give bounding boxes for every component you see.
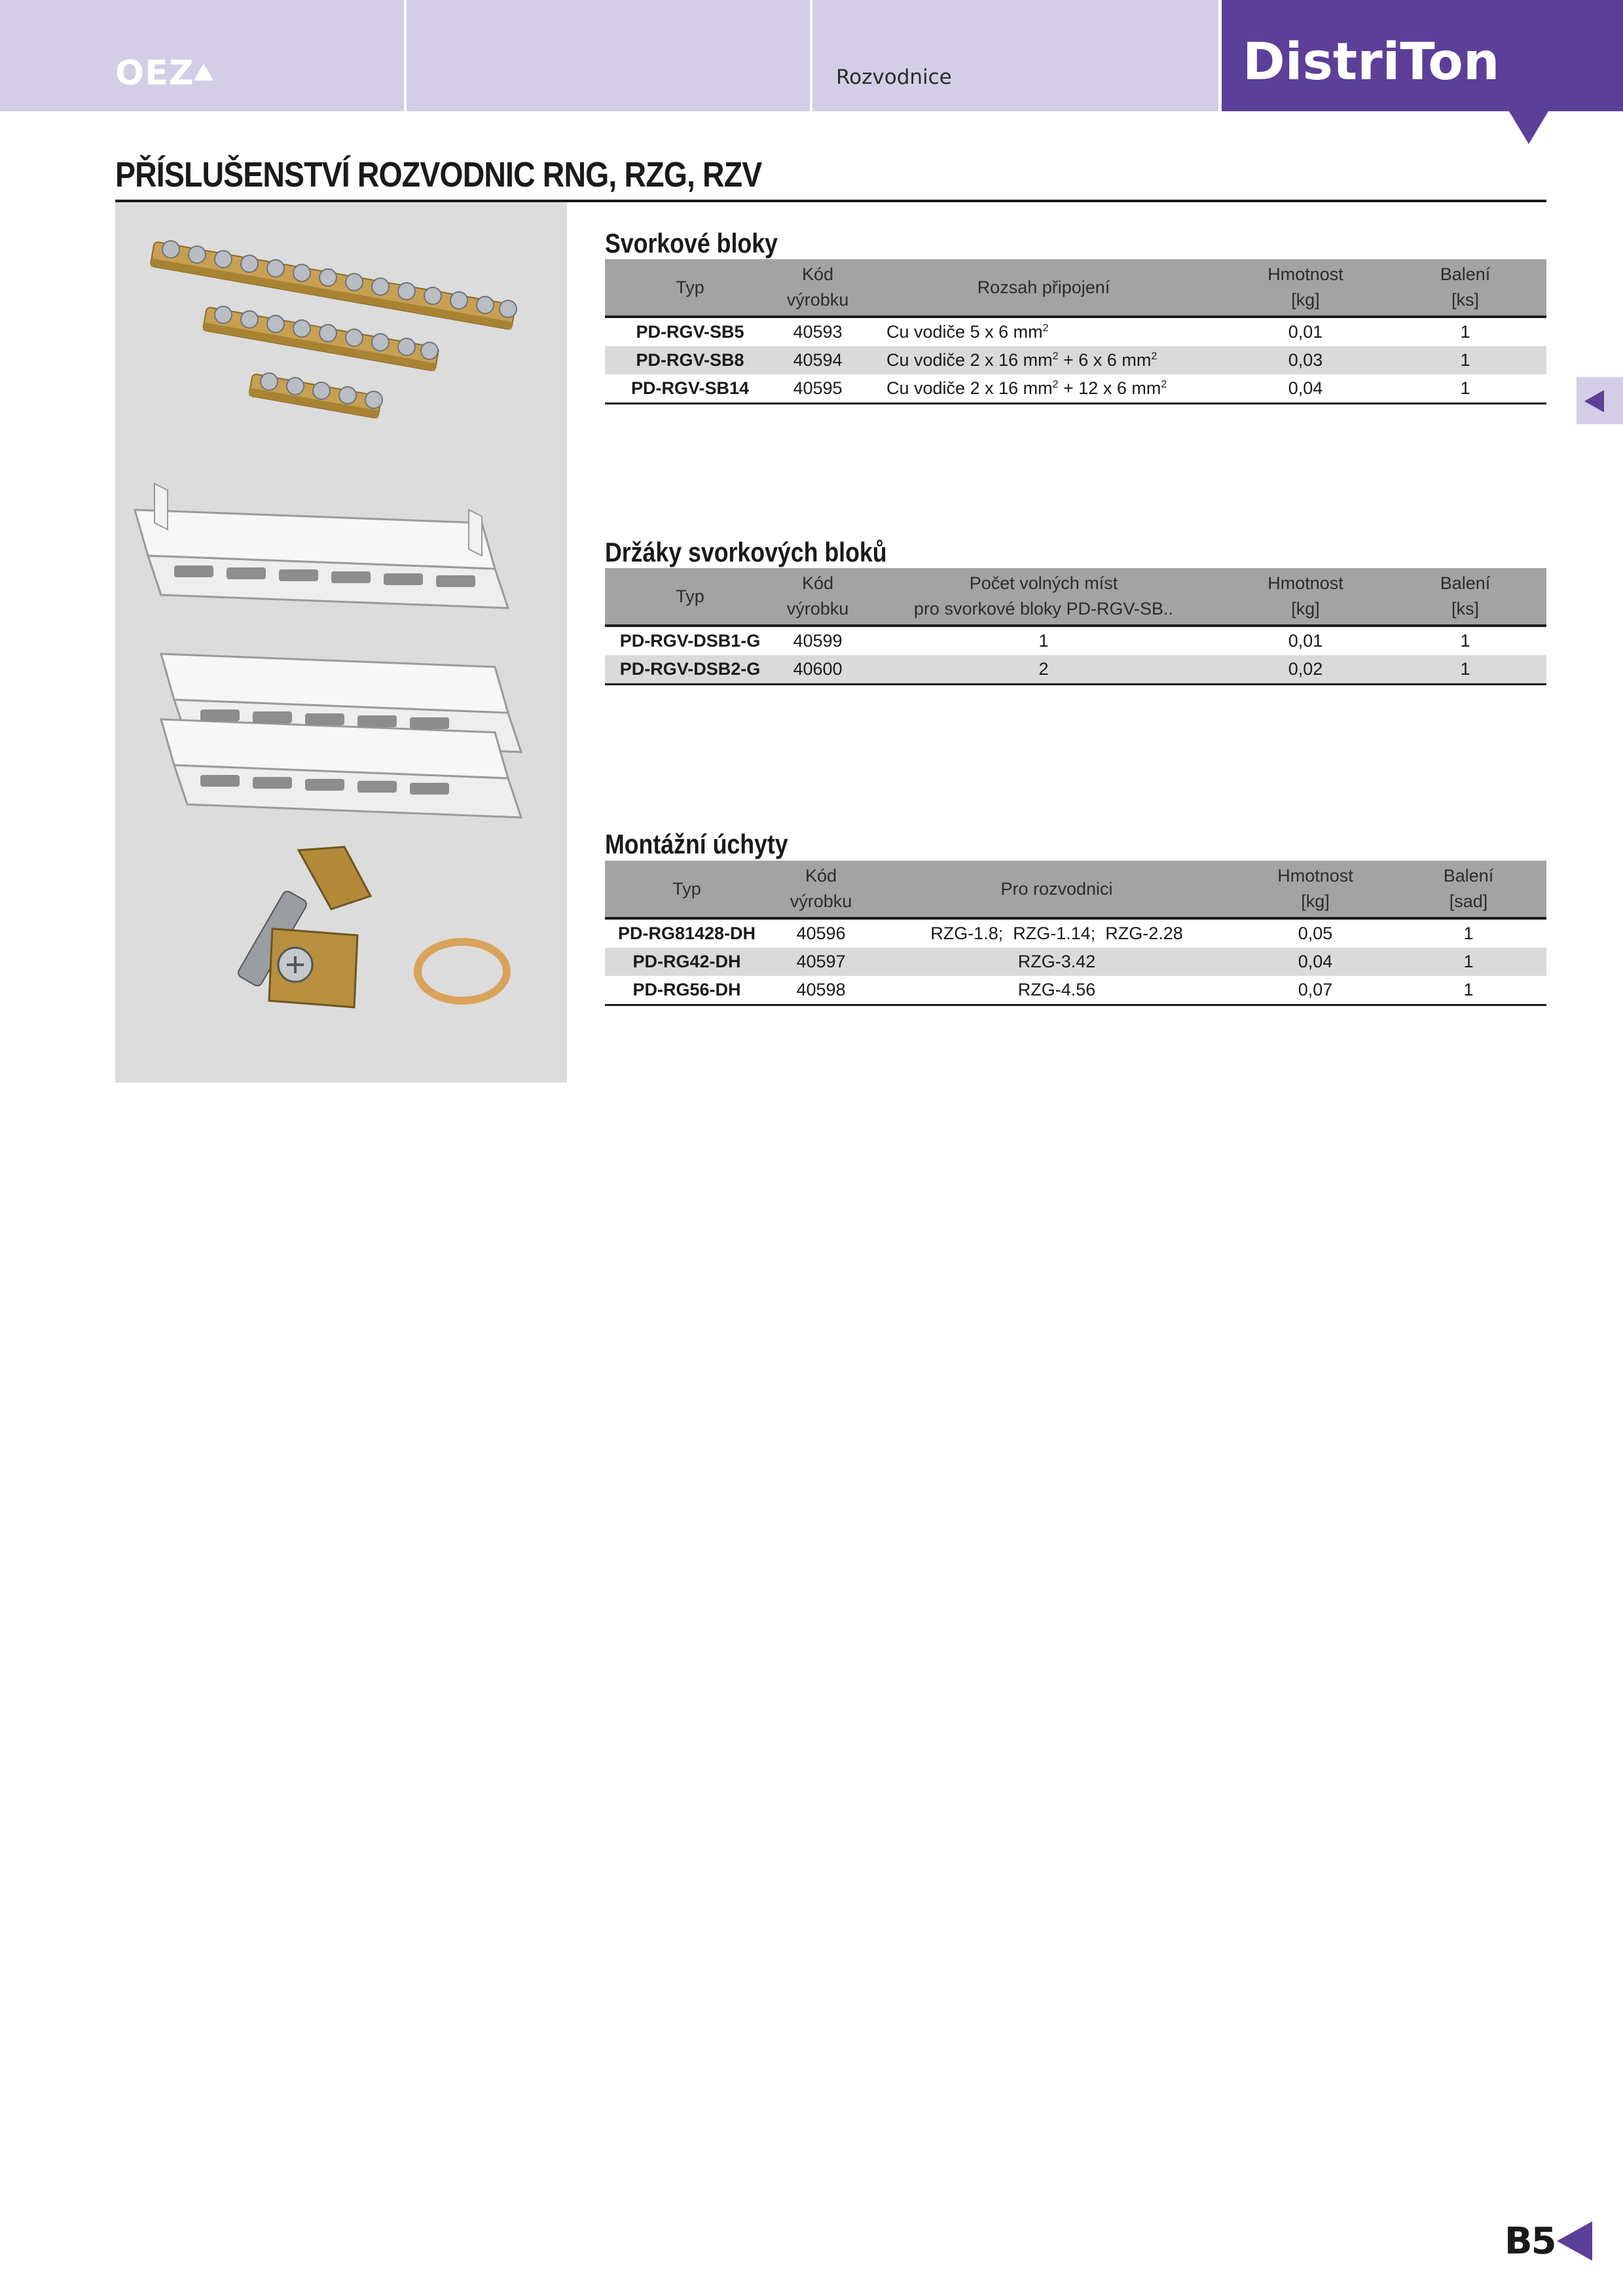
cell-type: PD-RG42-DH [605, 948, 769, 976]
header-cell-section [812, 0, 1218, 111]
product-photo-panel [115, 202, 567, 1083]
cell-pack: 1 [1391, 976, 1546, 1005]
cell-weight: 0,05 [1298, 924, 1333, 943]
cell-code: 40594 [775, 346, 860, 374]
cell-type: PD-RGV-DSB1-G [619, 631, 761, 651]
col-header-type: Typ [605, 568, 775, 626]
cell-code: 40598 [769, 976, 873, 1005]
cell-pack: 1 [1384, 655, 1546, 685]
table-header-row [605, 861, 1546, 918]
section-title-terminal-blocks: Svorkové bloky [605, 228, 778, 259]
cell-weight: 0,01 [1288, 322, 1323, 342]
cell-range: Cu vodiče 2 x 16 $mm^2 + 6$ x 6 $mm^2$ [860, 346, 1227, 374]
cell-weight: 0,02 [1227, 655, 1384, 685]
cell-type: PD-RGV-SB5 [636, 322, 744, 342]
table-row [605, 655, 1546, 685]
cell-for-panel: RZG-4.56 [873, 976, 1240, 1005]
col-header-weight: Hmotnost [kg] [1240, 861, 1391, 918]
table-header-row [605, 259, 1546, 317]
table-row [605, 317, 1546, 346]
col-header-weight: Hmotnost [kg] [1227, 568, 1384, 626]
table-row [605, 948, 1546, 976]
header-pointer-icon [1509, 111, 1548, 144]
cell-type: PD-RG81428-DH [617, 924, 756, 943]
col-header-weight: Hmotnost [kg] [1227, 259, 1384, 317]
cell-range: Cu vodiče 5 x 6 $mm^2$ [886, 322, 1049, 342]
logo-triangle-icon [194, 63, 213, 81]
cell-pack: 1 [1384, 346, 1546, 374]
page-arrow-icon[interactable] [1557, 2221, 1592, 2261]
block-holders-photo [135, 484, 521, 817]
cell-code: 40593 [793, 322, 843, 342]
table-row [605, 918, 1546, 948]
table-row [605, 346, 1546, 374]
cell-pack: 1 [1460, 322, 1470, 342]
cell-code: 40600 [775, 655, 860, 685]
header-cell-logo [0, 0, 404, 111]
cell-weight: 0,03 [1227, 346, 1384, 374]
cell-code: 40599 [793, 631, 843, 651]
cell-code: 40595 [775, 374, 860, 404]
page-number: B5 [1504, 2220, 1556, 2263]
cell-for-panel: RZG-3.42 [873, 948, 1240, 976]
cell-pack: 1 [1463, 924, 1474, 943]
terminal-blocks-table [605, 259, 1546, 404]
cell-type: PD-RG56-DH [605, 976, 769, 1005]
col-header-for-panel: Pro rozvodnici [873, 861, 1240, 918]
header-section-label: Rozvodnice [836, 65, 952, 89]
col-header-type: Typ [605, 861, 769, 918]
cell-type: PD-RGV-SB8 [605, 346, 775, 374]
arrow-left-icon [1584, 390, 1604, 412]
cell-range: Cu vodiče 2 x 16 $mm^2 + 12$ x 6 $mm^2$ [860, 374, 1227, 404]
col-header-range: Rozsah připojení [860, 259, 1227, 317]
table-row [605, 626, 1546, 655]
cell-pack: 1 [1384, 374, 1546, 404]
cell-slots: 2 [860, 655, 1227, 685]
block-holders-table [605, 568, 1546, 685]
cell-for-panel: RZG-1.8; RZG-1.14; RZG-2.28 [930, 924, 1183, 943]
cell-weight: 0,04 [1240, 948, 1391, 976]
col-header-code: Kód výrobku [775, 259, 860, 317]
table-row [605, 976, 1546, 1005]
brand-title: DistriTon [1243, 33, 1500, 92]
oez-logo: OEZ [115, 54, 194, 93]
terminal-blocks-photo [150, 241, 517, 418]
col-header-type: Typ [605, 259, 775, 317]
cell-code: 40597 [769, 948, 873, 976]
section-title-block-holders: Držáky svorkových bloků [605, 537, 887, 567]
cell-weight: 0,07 [1240, 976, 1391, 1005]
col-header-pack: Balení [ks] [1384, 259, 1546, 317]
col-header-pack: Balení [sad] [1391, 861, 1546, 918]
col-header-code: Kód výrobku [769, 861, 873, 918]
cell-weight: 0,01 [1288, 631, 1323, 651]
cell-weight: 0,04 [1227, 374, 1384, 404]
product-photos [115, 202, 567, 1083]
side-nav-tab[interactable] [1577, 377, 1623, 424]
cell-pack: 1 [1460, 631, 1470, 651]
cell-slots: 1 [1038, 631, 1049, 651]
table-row [605, 374, 1546, 404]
cell-type: PD-RGV-DSB2-G [605, 655, 775, 685]
header-cell-blank [407, 0, 810, 111]
table-header-row [605, 568, 1546, 626]
mounting-bracket-photo [236, 847, 507, 1007]
col-header-pack: Balení [ks] [1384, 568, 1546, 626]
cell-code: 40596 [796, 924, 846, 943]
page-title: PŘÍSLUŠENSTVÍ ROZVODNIC RNG, RZG, RZV [115, 155, 762, 194]
section-title-mounting-brackets: Montážní úchyty [605, 829, 788, 859]
mounting-brackets-table [605, 861, 1546, 1006]
col-header-code: Kód výrobku [775, 568, 860, 626]
cell-type: PD-RGV-SB14 [605, 374, 775, 404]
cell-pack: 1 [1391, 948, 1546, 976]
col-header-slots: Počet volných míst pro svorkové bloky PD-RGV-SB.. [860, 568, 1227, 626]
